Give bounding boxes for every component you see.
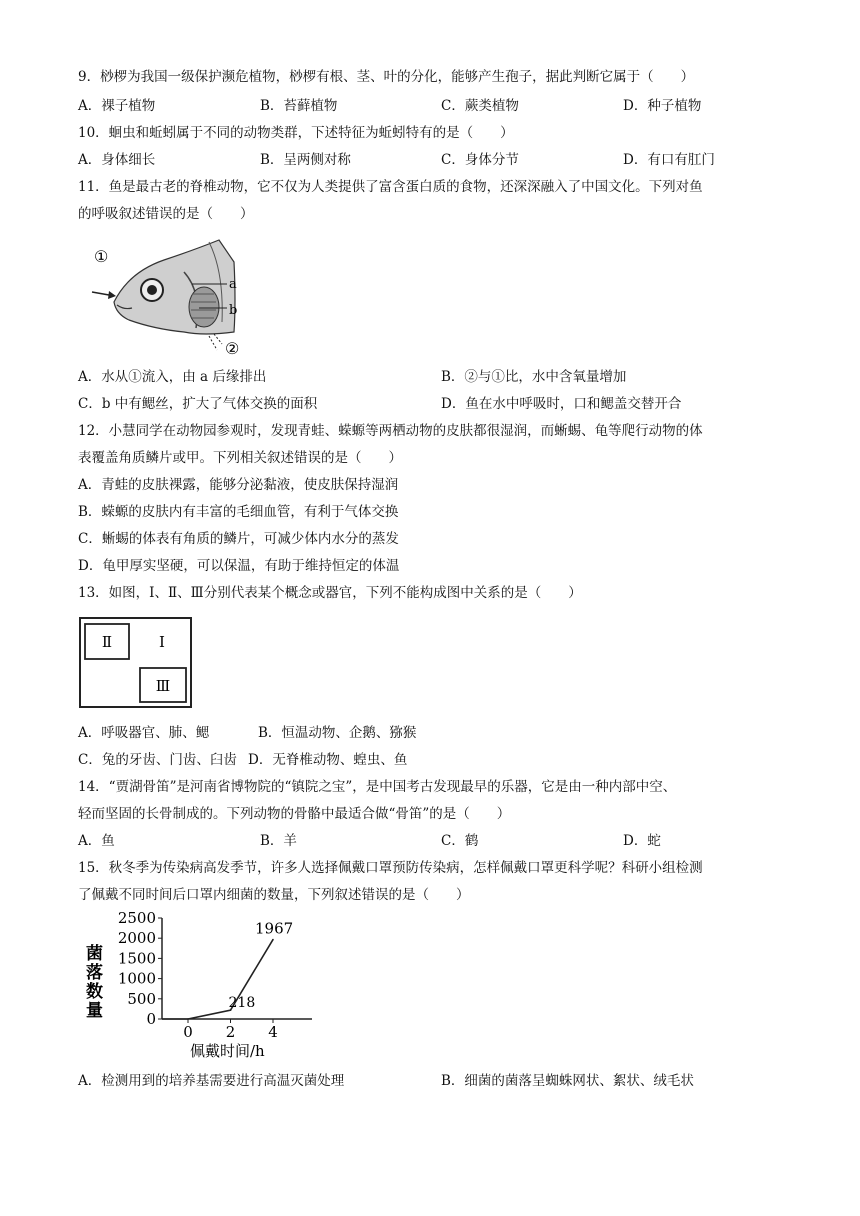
q13-option-b: B．恒温动物、企鹅、猕猴 xyxy=(258,725,417,741)
question-14-stem-line2: 轻而坚固的长骨制成的。下列动物的骨骼中最适合做“骨笛”的是（ ） xyxy=(78,806,511,822)
q11-option-a: A．水从①流入，由 a 后缘排出 xyxy=(78,369,267,385)
box-I xyxy=(80,618,191,707)
question-11-stem-line1: 11．鱼是最古老的脊椎动物，它不仅为人类提供了富含蛋白质的食物，还深深融入了中国文化。下列对鱼 xyxy=(78,179,703,195)
q15-option-b: B．细菌的菌落呈蜘蛛网状、絮状、绒毛状 xyxy=(441,1073,694,1089)
q13-option-a: A．呼吸器官、肺、鳃 xyxy=(78,725,210,741)
y-tick-label: 1500 xyxy=(117,949,156,968)
label-I: Ⅰ xyxy=(159,633,165,651)
y-tick-label: 1000 xyxy=(117,969,156,988)
question-13-stem: 13．如图，Ⅰ、Ⅱ、Ⅲ分别代表某个概念或器官，下列不能构成图中关系的是（ ） xyxy=(78,585,582,601)
question-12-stem-line1: 12．小慧同学在动物园参观时，发现青蛙、蝾螈等两栖动物的皮肤都很湿润，而蜥蜴、龟等爬行动物的体 xyxy=(78,423,703,439)
q12-option-d: D．龟甲厚实坚硬，可以保温，有助于维持恒定的体温 xyxy=(78,558,400,574)
y-tick-label: 500 xyxy=(127,989,156,1008)
chart-x-axis-label: 佩戴时间/h xyxy=(190,1042,265,1060)
label-III: Ⅲ xyxy=(155,677,171,695)
x-tick-label: 2 xyxy=(225,1023,236,1041)
question-11-stem-line2: 的呼吸叙述错误的是（ ） xyxy=(78,206,254,222)
y-tick-label: 2500 xyxy=(117,912,156,927)
q11-option-d: D．鱼在水中呼吸时，口和鳃盖交替开合 xyxy=(441,396,682,412)
y-tick-label: 0 xyxy=(146,1010,156,1028)
bacteria-count-chart xyxy=(80,912,312,1062)
y-tick-label: 2000 xyxy=(117,929,156,948)
q12-option-b: B．蝾螈的皮肤内有丰富的毛细血管，有利于气体交换 xyxy=(78,504,399,520)
q12-option-c: C．蜥蜴的体表有角质的鳞片，可减少体内水分的蒸发 xyxy=(78,531,399,547)
q10-option-c: C．身体分节 xyxy=(441,152,519,168)
chart-marks xyxy=(162,920,293,1020)
q12-option-a: A．青蛙的皮肤裸露，能够分泌黏液，使皮肤保持湿润 xyxy=(78,477,399,493)
data-label-218: 218 xyxy=(228,995,256,1012)
water-in-arrow xyxy=(92,292,109,295)
q13-option-c: C．兔的牙齿、门齿、臼齿 xyxy=(78,752,237,768)
data-point xyxy=(272,939,274,941)
data-point xyxy=(187,1018,189,1020)
label-outlet: ② xyxy=(225,339,240,358)
q10-option-d: D．有口有肛门 xyxy=(623,152,715,168)
q9-option-d: D．种子植物 xyxy=(623,98,702,114)
data-label-1967: 1967 xyxy=(255,919,294,938)
q9-option-a: A．裸子植物 xyxy=(78,98,156,114)
question-15-stem-line2: 了佩戴不同时间后口罩内细菌的数量，下列叙述错误的是（ ） xyxy=(78,887,470,903)
q15-option-a: A．检测用到的培养基需要进行高温灭菌处理 xyxy=(78,1073,345,1089)
x-tick-label: 0 xyxy=(183,1023,193,1041)
chart-y-axis-label: 菌落数量 xyxy=(82,944,102,1020)
question-12-stem-line2: 表覆盖角质鳞片或甲。下列相关叙述错误的是（ ） xyxy=(78,450,402,466)
x-tick-label: 4 xyxy=(268,1023,278,1041)
chart-ticks xyxy=(118,912,278,1041)
question-15-stem-line1: 15．秋冬季为传染病高发季节，许多人选择佩戴口罩预防传染病，怎样佩戴口罩更科学呢？科研小组检测 xyxy=(78,860,703,876)
fish-head-drawing xyxy=(114,240,238,334)
q11-option-b: B．②与①比，水中含氧量增加 xyxy=(441,369,627,385)
q10-option-b: B．呈两侧对称 xyxy=(260,152,351,168)
q14-option-a: A．鱼 xyxy=(78,833,115,849)
series-line xyxy=(162,940,273,1019)
q14-option-b: B．羊 xyxy=(260,833,297,849)
q9-option-c: C．蕨类植物 xyxy=(441,98,519,114)
q13-option-d: D．无脊椎动物、蝗虫、鱼 xyxy=(248,752,408,768)
label-II: Ⅱ xyxy=(101,633,113,651)
fish-gill-figure xyxy=(84,232,259,360)
label-inlet: ① xyxy=(94,247,109,266)
q14-option-d: D．蛇 xyxy=(623,833,661,849)
label-a: a xyxy=(229,277,237,292)
label-b: b xyxy=(229,303,238,318)
q11-option-c: C．b 中有鳃丝，扩大了气体交换的面积 xyxy=(78,396,318,412)
concept-diagram xyxy=(78,616,194,712)
q10-option-a: A．身体细长 xyxy=(78,152,156,168)
water-out-arrow xyxy=(214,334,222,344)
q9-option-b: B．苔藓植物 xyxy=(260,98,338,114)
q14-option-c: C．鹤 xyxy=(441,833,479,849)
question-9-stem: 9．桫椤为我国一级保护濒危植物，桫椤有根、茎、叶的分化，能够产生孢子，据此判断它属于（ ） xyxy=(78,69,695,85)
question-14-stem-line1: 14．“贾湖骨笛”是河南省博物院的“镇院之宝”，是中国考古发现最早的乐器，它是由一种内部中空、 xyxy=(78,779,677,795)
question-10-stem: 10．蛔虫和蚯蚓属于不同的动物类群，下述特征为蚯蚓特有的是（ ） xyxy=(78,125,514,141)
